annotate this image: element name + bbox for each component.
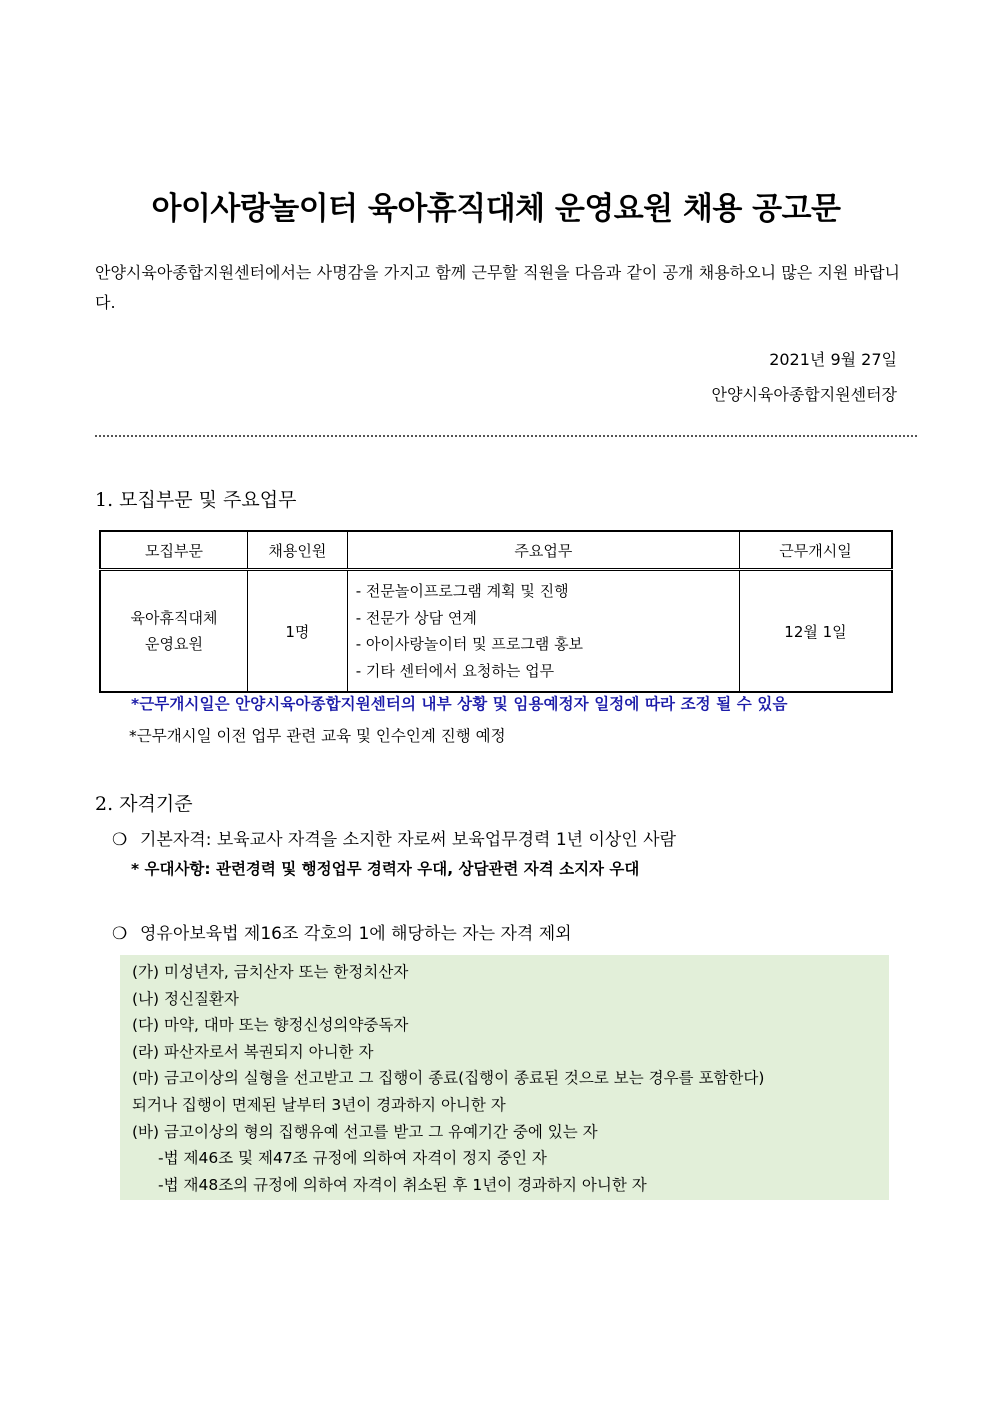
circle-bullet-icon: ❍: [112, 924, 128, 944]
table-header: 모집부문: [100, 531, 247, 570]
training-note: *근무개시일 이전 업무 관련 교육 및 인수인계 진행 예정: [129, 727, 506, 745]
exclusion-item: (가) 미성년자, 금치산자 또는 한정치산자: [132, 963, 409, 981]
dept-line: 육아휴직대체: [130, 609, 218, 627]
dept-cell: [100, 570, 247, 693]
basic-qualification: [112, 825, 676, 850]
exclusion-title: [112, 919, 572, 944]
exclusion-item: (라) 파산자로서 복권되지 아니한 자: [132, 1043, 374, 1061]
duties-cell: [347, 570, 739, 693]
exclusion-item: (바) 금고이상의 형의 집행유예 선고를 받고 그 유예기간 중에 있는 자: [132, 1123, 598, 1141]
table-header: 채용인원: [247, 531, 347, 570]
preference-note: * 우대사항: 관련경력 및 행정업무 경력자 우대, 상담관련 자격 소지자 우대: [131, 860, 640, 878]
start-date-note: *근무개시일은 안양시육아종합지원센터의 내부 상황 및 임용예정자 일정에 따라 조정 될 수 있음: [131, 695, 788, 713]
notice-signer: 안양시육아종합지원센터장: [711, 385, 897, 404]
exclusion-subitem: -법 제46조 및 제47조 규정에 의하여 자격이 정지 중인 자: [158, 1149, 547, 1167]
circle-bullet-icon: ❍: [112, 830, 128, 850]
section-heading-recruitment: 1. 모집부문 및 주요업무: [95, 489, 297, 511]
duty-item: - 기타 센터에서 요청하는 업무: [355, 661, 555, 680]
table-header: 근무개시일: [740, 531, 893, 570]
section-heading-qualifications: 2. 자격기준: [95, 793, 193, 815]
exclusion-subitem: -법 재48조의 규정에 의하여 자격이 취소된 후 1년이 경과하지 아니한 자: [158, 1176, 647, 1194]
table-header-row: [100, 531, 892, 570]
dept-line: 운영요원: [145, 635, 203, 653]
exclusion-title-text: 영유아보육법 제16조 각호의 1에 해당하는 자는 자격 제외: [140, 924, 572, 944]
exclusion-item: (나) 정신질환자: [132, 990, 239, 1008]
exclusion-item: (마) 금고이상의 실형을 선고받고 그 집행이 종료(집행이 종료된 것으로 보는 경우를 포함한다): [132, 1069, 765, 1087]
exclusion-item: (다) 마약, 대마 또는 향정신성의약중독자: [132, 1016, 409, 1034]
start-date-cell: 12월 1일: [740, 570, 893, 693]
intro-paragraph: 안양시육아종합지원센터에서는 사명감을 가지고 함께 근무할 직원을 다음과 같이 공개 채용하오니 많은 지원 바랍니다.: [95, 263, 900, 312]
notice-date: 2021년 9월 27일: [769, 350, 897, 369]
table-row: [100, 570, 892, 693]
duty-item: - 아이사랑놀이터 및 프로그램 홍보: [355, 635, 584, 653]
duty-item: - 전문놀이프로그램 계획 및 진행: [355, 582, 569, 600]
recruitment-table: [99, 530, 893, 693]
dotted-divider: [95, 435, 917, 437]
basic-qualification-text: 기본자격: 보육교사 자격을 소지한 자로써 보육업무경력 1년 이상인 사람: [140, 830, 677, 850]
table-header: 주요업무: [347, 531, 739, 570]
exclusion-item: 되거나 집행이 면제된 날부터 3년이 경과하지 아니한 자: [132, 1096, 506, 1114]
count-cell: 1명: [247, 570, 347, 693]
duty-item: - 전문가 상담 연계: [355, 608, 477, 627]
exclusion-list-box: [120, 955, 889, 1200]
page-title: 아이사랑놀이터 육아휴직대체 운영요원 채용 공고문: [151, 191, 841, 227]
